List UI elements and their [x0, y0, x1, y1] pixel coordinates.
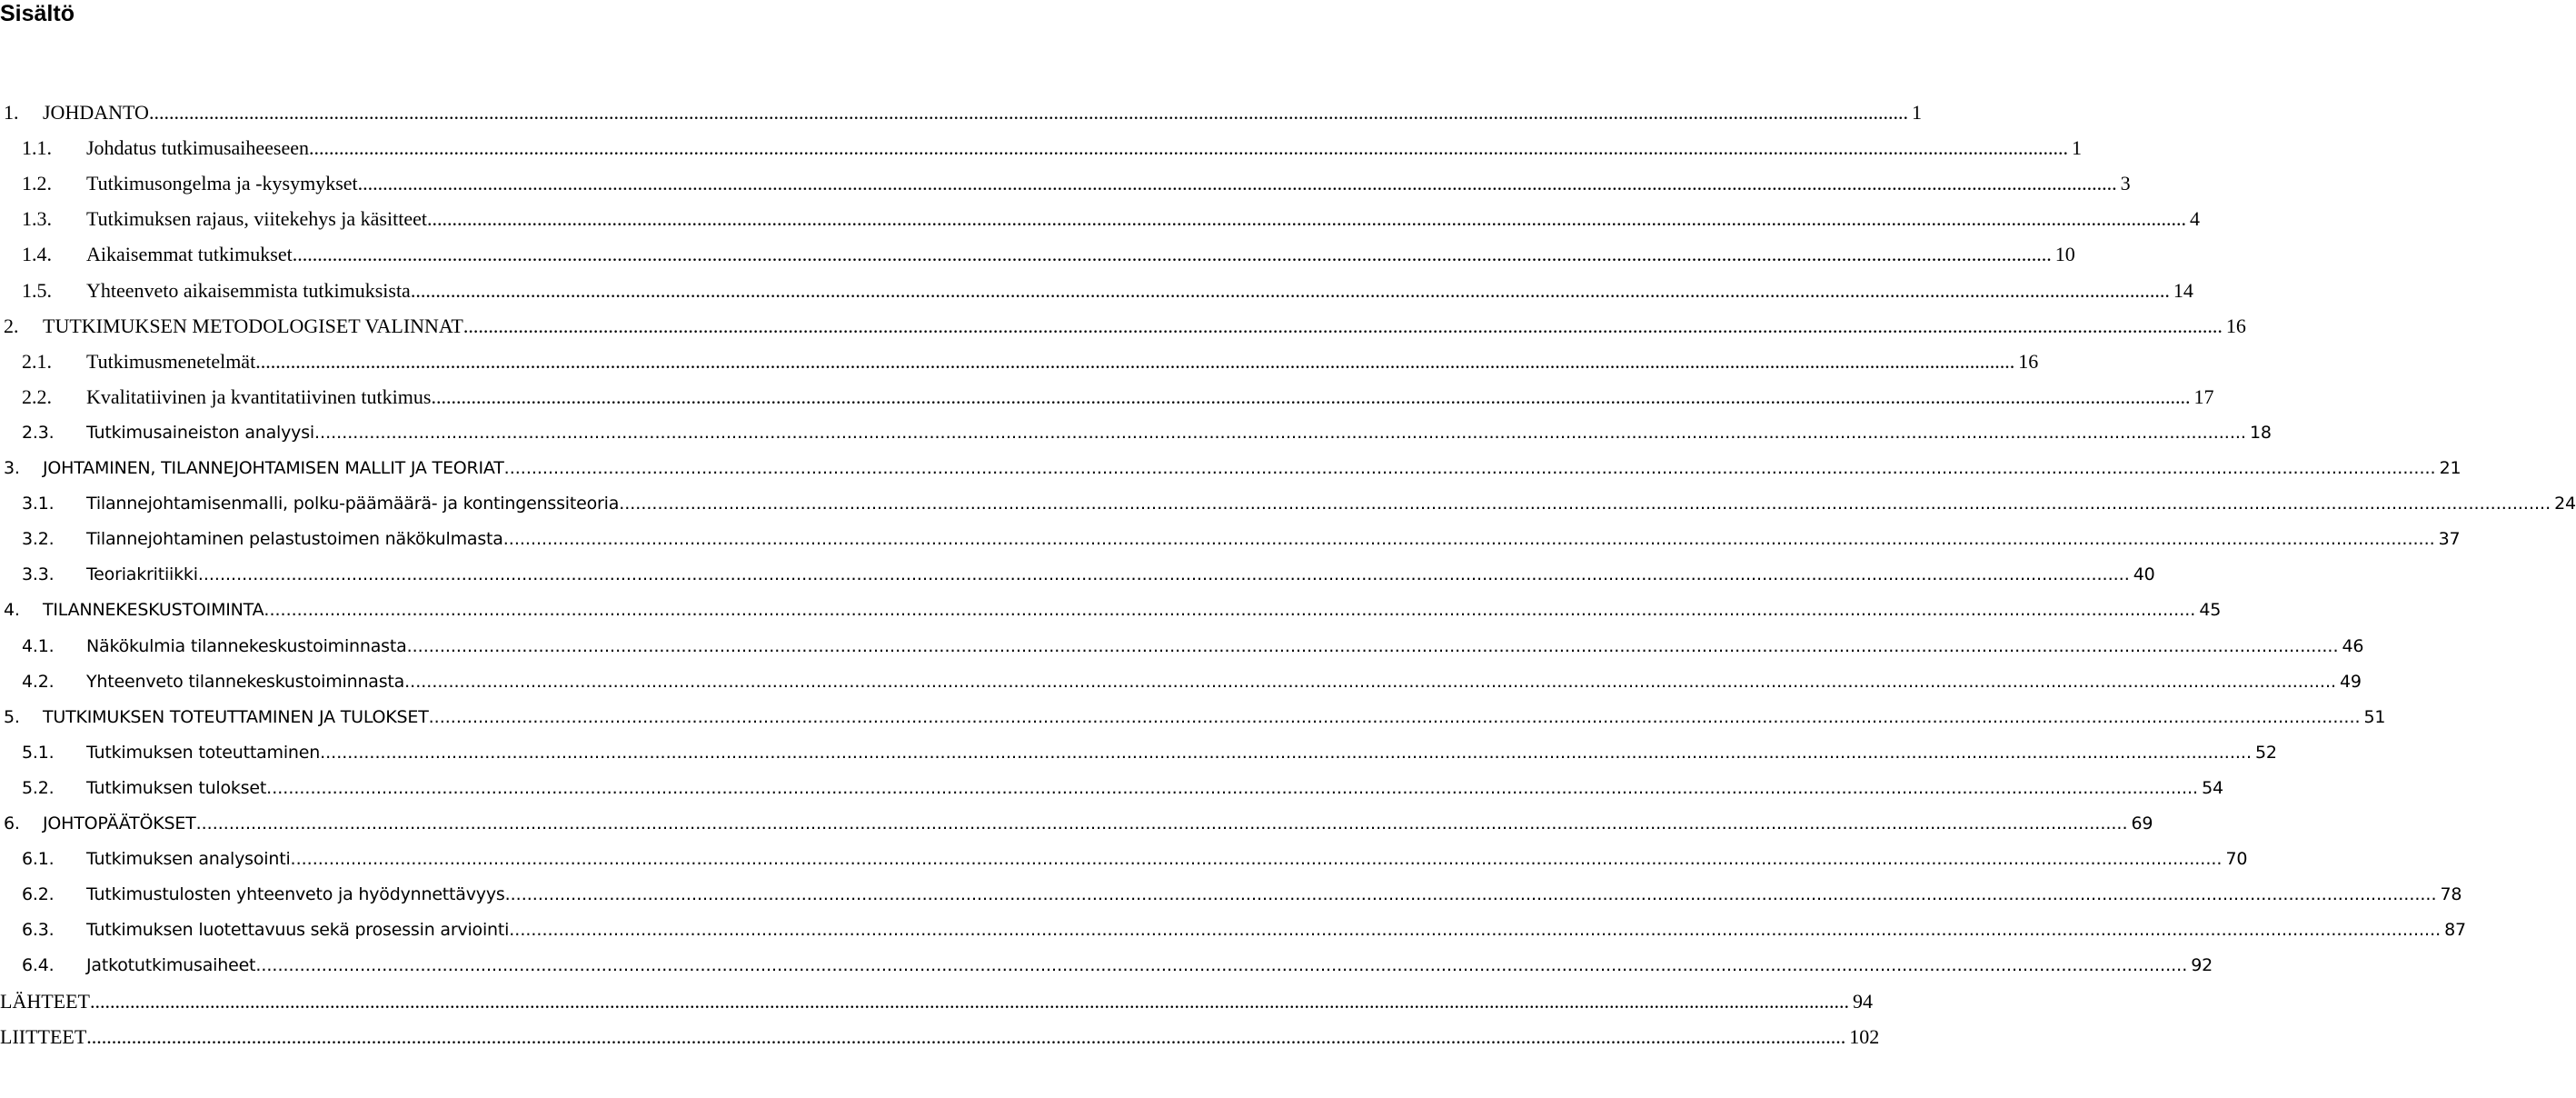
toc-leader-dots: [293, 238, 2052, 271]
toc-entry-title: LIITTEET: [0, 1024, 87, 1048]
toc-leader-dots: [149, 96, 1908, 129]
toc-entry-page: 18: [2249, 422, 2272, 443]
toc-leader-dots: [429, 701, 2361, 734]
toc-entry-page: 52: [2255, 742, 2277, 763]
toc-entry[interactable]: [0, 843, 2248, 875]
toc-leader-dots: [505, 878, 2437, 911]
toc-entry-title: LÄHTEET: [0, 989, 90, 1013]
toc-entry-number: 3.2.: [22, 529, 55, 550]
toc-entry-title: Tutkimusongelma ja -kysymykset: [86, 172, 358, 195]
toc-entry-title: Näkökulmia tilannekeskustoiminnasta: [86, 635, 407, 656]
toc-entry[interactable]: [0, 807, 2153, 840]
toc-entry-title: Tutkimuksen tulokset: [86, 777, 267, 798]
page-title: Sisältö: [0, 1, 75, 26]
toc-entry-number: 6.2.: [22, 884, 55, 905]
toc-entry-number: 2.3.: [22, 422, 55, 443]
toc-entry[interactable]: [0, 878, 2462, 911]
toc-entry-page: 1: [2072, 136, 2083, 160]
toc-entry-title: Yhteenveto tilannekeskustoiminnasta: [86, 671, 405, 692]
toc-entry-title: Johdatus tutkimusaiheeseen: [86, 136, 310, 160]
toc-entry[interactable]: [0, 594, 2222, 626]
toc-entry-number: 2.: [4, 314, 19, 337]
toc-entry-page: 69: [2131, 814, 2153, 833]
toc-entry-page: 21: [2439, 458, 2462, 478]
toc-entry-page: 40: [2133, 564, 2155, 585]
toc-leader-dots: [309, 132, 2068, 165]
toc-entry-title: Aikaisemmat tutkimukset: [86, 243, 293, 266]
toc-entry-number: 2.1.: [22, 349, 52, 373]
toc-entry-number: 5.2.: [22, 777, 55, 798]
toc-leader-dots: [404, 665, 2336, 698]
toc-entry[interactable]: [0, 772, 2223, 804]
toc-entry-title: Tutkimusmenetelmät: [86, 349, 256, 373]
toc-entry-page: 37: [2438, 529, 2461, 550]
toc-entry-number: 1.3.: [22, 207, 52, 231]
toc-entry-page: 1: [1911, 101, 1922, 124]
toc-entry-title: Tutkimuksen toteuttaminen: [86, 742, 321, 763]
toc-leader-dots: [264, 594, 2195, 626]
toc-entry-number: 1.1.: [22, 136, 52, 160]
toc-entry-page: 10: [2054, 243, 2075, 266]
toc-entry-title: Tutkimuksen analysointi: [86, 849, 291, 870]
toc-entry[interactable]: [0, 96, 1922, 129]
toc-entry-page: 94: [1852, 989, 1873, 1013]
toc-entry[interactable]: [0, 736, 2277, 769]
toc-entry[interactable]: [0, 167, 2131, 200]
toc-entry-title: Yhteenveto aikaisemmista tutkimuksista: [86, 278, 411, 302]
toc-entry-title: Jatkotutkimusaiheet: [86, 955, 256, 976]
toc-entry[interactable]: [0, 132, 2083, 165]
toc-entry-page: 78: [2440, 884, 2462, 905]
toc-leader-dots: [255, 949, 2187, 982]
toc-entry-page: 87: [2444, 920, 2466, 941]
toc-leader-dots: [291, 843, 2223, 875]
toc-entry-page: 102: [1849, 1024, 1880, 1048]
toc-entry-title: Tutkimuksen rajaus, viitekehys ja käsitteet: [86, 207, 427, 231]
toc-entry[interactable]: [0, 630, 2364, 663]
toc-entry-title: Tutkimustulosten yhteenveto ja hyödynnettävyys: [86, 884, 505, 905]
toc-entry[interactable]: [0, 345, 2039, 378]
toc-entry-number: 1.: [4, 101, 19, 124]
toc-entry-title: Teoriakritiikki: [86, 564, 198, 585]
toc-leader-dots: [431, 381, 2190, 414]
toc-entry-number: 1.2.: [22, 172, 52, 195]
toc-leader-dots: [509, 913, 2441, 946]
toc-entry-title: TUTKIMUKSEN METODOLOGISET VALINNAT: [43, 314, 463, 337]
toc-leader-dots: [407, 630, 2339, 663]
toc-entry-title: JOHDANTO: [43, 101, 149, 124]
toc-entry-page: 70: [2225, 849, 2248, 870]
toc-entry-number: 4.1.: [22, 635, 55, 656]
toc-entry[interactable]: [0, 274, 2193, 307]
toc-leader-dots: [90, 985, 1849, 1018]
toc-leader-dots: [196, 807, 2128, 840]
toc-entry-title: TILANNEKESKUSTOIMINTA: [43, 600, 264, 621]
toc-leader-dots: [255, 345, 2014, 378]
toc-entry-page: 54: [2202, 777, 2223, 798]
toc-leader-dots: [198, 558, 2130, 591]
toc-entry-number: 2.2.: [22, 384, 52, 408]
toc-entry-number: 3.3.: [22, 564, 55, 585]
toc-entry[interactable]: [0, 558, 2155, 591]
toc-entry[interactable]: [0, 310, 2246, 343]
toc-entry-number: 5.1.: [22, 742, 55, 763]
toc-entry-title: Tilannejohtaminen pelastustoimen näkökulmasta: [86, 529, 503, 550]
toc-entry-title: Tilannejohtamisenmalli, polku-päämäärä- ja kontingenssiteoria: [86, 494, 620, 514]
toc-entry-number: 1.5.: [22, 278, 52, 302]
toc-entry-title: Tutkimusaineiston analyysi: [86, 422, 315, 443]
toc-entry[interactable]: [0, 1021, 1880, 1053]
toc-entry[interactable]: [0, 949, 2213, 982]
toc-entry-page: 16: [2018, 349, 2039, 373]
toc-entry-number: 6.: [4, 814, 20, 833]
toc-leader-dots: [427, 203, 2186, 235]
toc-entry-number: 4.: [4, 600, 20, 621]
toc-entry[interactable]: [0, 701, 2386, 734]
toc-entry-page: 45: [2199, 600, 2222, 621]
toc-leader-dots: [86, 1021, 1845, 1053]
toc-leader-dots: [358, 167, 2117, 200]
toc-entry-number: 3.1.: [22, 494, 55, 514]
toc-entry-title: JOHTAMINEN, TILANNEJOHTAMISEN MALLIT JA TEORIAT: [43, 458, 504, 478]
toc-entry[interactable]: [0, 203, 2200, 235]
toc-leader-dots: [314, 416, 2246, 449]
toc-leader-dots: [463, 310, 2223, 343]
toc-entry[interactable]: [0, 665, 2362, 698]
toc-entry-page: 51: [2363, 706, 2386, 727]
toc-entry-number: 3.: [4, 458, 20, 478]
toc-entry-page: 14: [2173, 278, 2193, 302]
toc-leader-dots: [320, 736, 2252, 769]
toc-leader-dots: [266, 772, 2198, 804]
toc-entry[interactable]: [0, 238, 2075, 271]
toc-entry-page: 49: [2340, 671, 2362, 692]
toc-entry-page: 24: [2554, 494, 2576, 514]
toc-entry-number: 1.4.: [22, 243, 52, 266]
toc-leader-dots: [503, 523, 2435, 555]
toc-entry-page: 46: [2342, 635, 2364, 656]
toc-entry[interactable]: [0, 416, 2272, 449]
toc-leader-dots: [504, 452, 2436, 484]
toc-entry-number: 6.3.: [22, 920, 55, 941]
toc-entry-title: TUTKIMUKSEN TOTEUTTAMINEN JA TULOKSET: [43, 706, 429, 727]
toc-entry[interactable]: [0, 487, 2576, 520]
toc-entry[interactable]: [0, 452, 2462, 484]
toc-entry[interactable]: [0, 381, 2214, 414]
toc-entry-page: 92: [2191, 955, 2213, 976]
toc-entry-number: 4.2.: [22, 671, 55, 692]
toc-entry[interactable]: [0, 523, 2461, 555]
toc-entry-page: 3: [2120, 172, 2131, 195]
toc-entry-title: Kvalitatiivinen ja kvantitatiivinen tutkimus: [86, 384, 432, 408]
toc-entry-title: Tutkimuksen luotettavuus sekä prosessin arviointi: [86, 920, 510, 941]
toc-entry-number: 6.1.: [22, 849, 55, 870]
toc-entry-page: 17: [2193, 384, 2214, 408]
toc-leader-dots: [619, 487, 2551, 520]
toc-entry-page: 16: [2225, 314, 2246, 337]
toc-entry-number: 6.4.: [22, 955, 55, 976]
toc-entry-number: 5.: [4, 706, 20, 727]
toc-entry-page: 4: [2189, 207, 2200, 231]
toc-entry[interactable]: [0, 985, 1873, 1018]
toc-leader-dots: [411, 274, 2170, 307]
toc-entry-title: JOHTOPÄÄTÖKSET: [43, 814, 196, 833]
toc-entry[interactable]: [0, 913, 2466, 946]
